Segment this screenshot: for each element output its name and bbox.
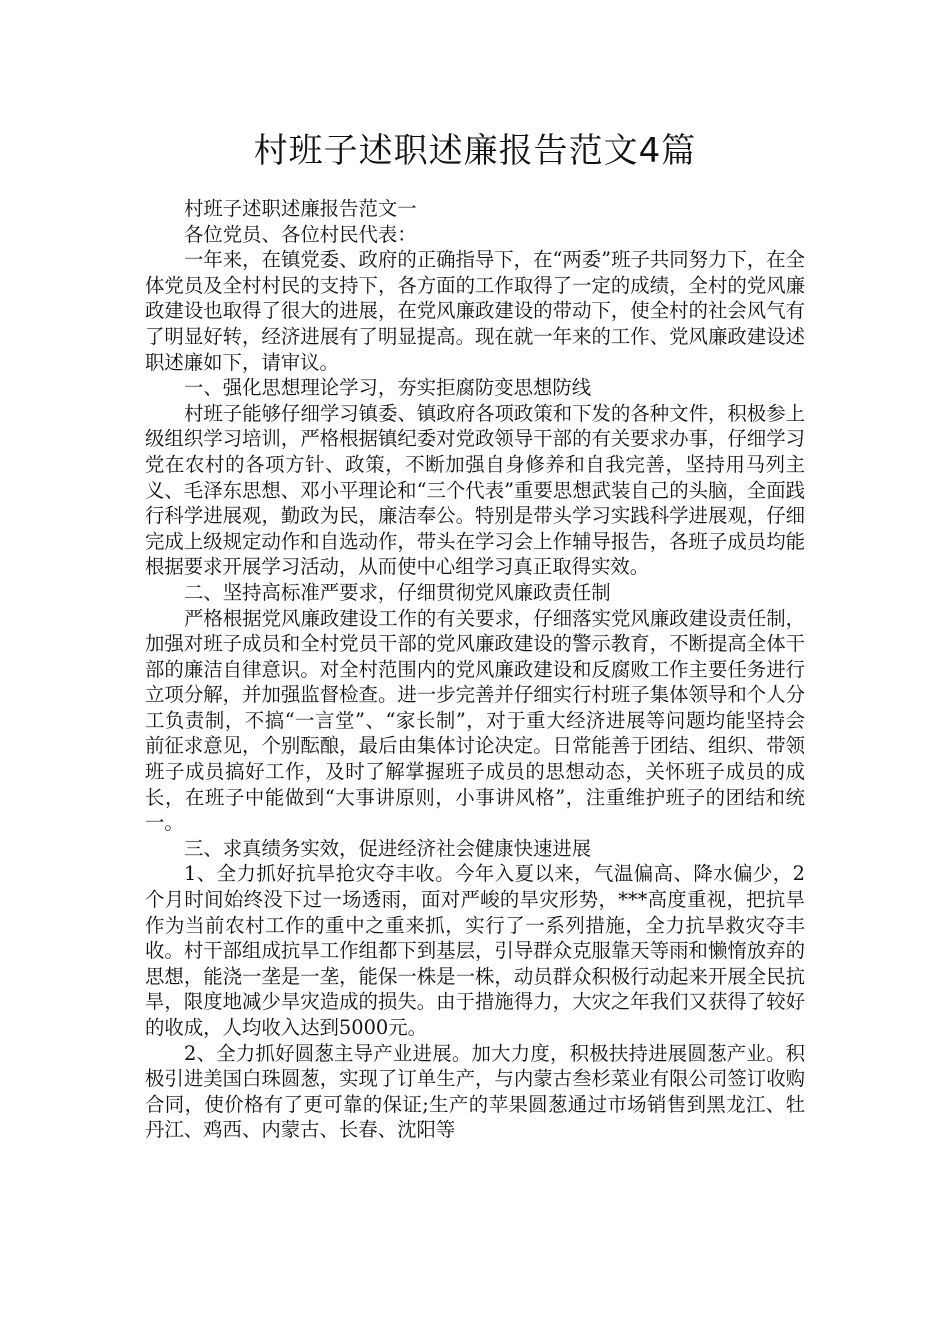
paragraph-salutation: 各位党员、各位村民代表： xyxy=(184,222,417,246)
section-heading: 一、强化思想理论学习，夯实拒腐防变思想防线 xyxy=(184,376,592,400)
section-heading: 二、坚持高标准严要求，仔细贯彻党风廉政责任制 xyxy=(184,580,611,604)
paragraph: 一年来，在镇党委、政府的正确指导下，在“两委”班子共同努力下，在全体党员及全村村民的支持下，各方面的工作取得了一定的成绩，全村的党风廉政建设也取得了很大的进展，在党风廉政建设的带动下，使全村的社会风气有了明显好转，经济进展有了明显提高。现在就一年来的工作、党风廉政建设述职述廉如下，请审议。 xyxy=(145,248,805,374)
document-title: 村班子述职述廉报告范文4篇 xyxy=(253,131,697,171)
paragraph-heading: 村班子述职述廉报告范文一 xyxy=(184,197,417,220)
paragraph: 1、全力抓好抗旱抢灾夺丰收。今年入夏以来，气温偏高、降水偏少，2个月时间始终没下过一场透雨，面对严峻的旱灾形势，***高度重视，把抗旱作为当前农村工作的重中之重来抓，实行了一系列措施，全力抗旱救灾夺丰收。村干部组成抗旱工作组都下到基层，引导群众克服靠天等雨和懒惰放弃的思想，能浇一垄是一垄，能保一株是一株，动员群众积极行动起来开展全民抗旱，限度地减少旱灾造成的损失。由于措施得力，大灾之年我们又获得了较好的收成，人均收入达到5000元。 xyxy=(145,862,805,1039)
paragraph: 严格根据党风廉政建设工作的有关要求，仔细落实党风廉政建设责任制，加强对班子成员和全村党员干部的党风廉政建设的警示教育，不断提高全体干部的廉洁自律意识。对全村范围内的党风廉政建设和反腐败工作主要任务进行立项分解，并加强监督检查。进一步完善并仔细实行村班子集体领导和个人分工负责制，不搞“一言堂”、“家长制”，对于重大经济进展等问题均能坚持会前征求意见，个别酝酿，最后由集体讨论决定。日常能善于团结、组织、带领班子成员搞好工作，及时了解掌握班子成员的思想动态，关怀班子成员的成长，在班子中能做到“大事讲原则，小事讲风格”，注重维护班子的团结和统一。 xyxy=(145,606,805,835)
paragraph: 2、全力抓好圆葱主导产业进展。加大力度，积极扶持进展圆葱产业。积极引进美国白珠圆葱，实现了订单生产，与内蒙古叁杉菜业有限公司签订收购合同，使价格有了更可靠的保证;生产的苹果圆葱通过市场销售到黑龙江、牡丹江、鸡西、内蒙古、长春、沈阳等 xyxy=(145,1041,805,1142)
document-page xyxy=(145,0,805,1143)
paragraph: 村班子能够仔细学习镇委、镇政府各项政策和下发的各种文件，积极参上级组织学习培训，严格根据镇纪委对党政领导干部的有关要求办事，仔细学习党在农村的各项方针、政策，不断加强自身修养和自我完善，坚持用马列主义、毛泽东思想、邓小平理论和“三个代表”重要思想武装自己的头脑，全面践行科学进展观，勤政为民，廉洁奉公。特别是带头学习实践科学进展观，仔细完成上级规定动作和自选动作，带头在学习会上作辅导报告，各班子成员均能根据要求开展学习活动，从而使中心组学习真正取得实效。 xyxy=(145,401,805,579)
section-heading: 三、求真绩务实效，促进经济社会健康快速进展 xyxy=(184,836,592,860)
document-body xyxy=(145,196,805,1143)
